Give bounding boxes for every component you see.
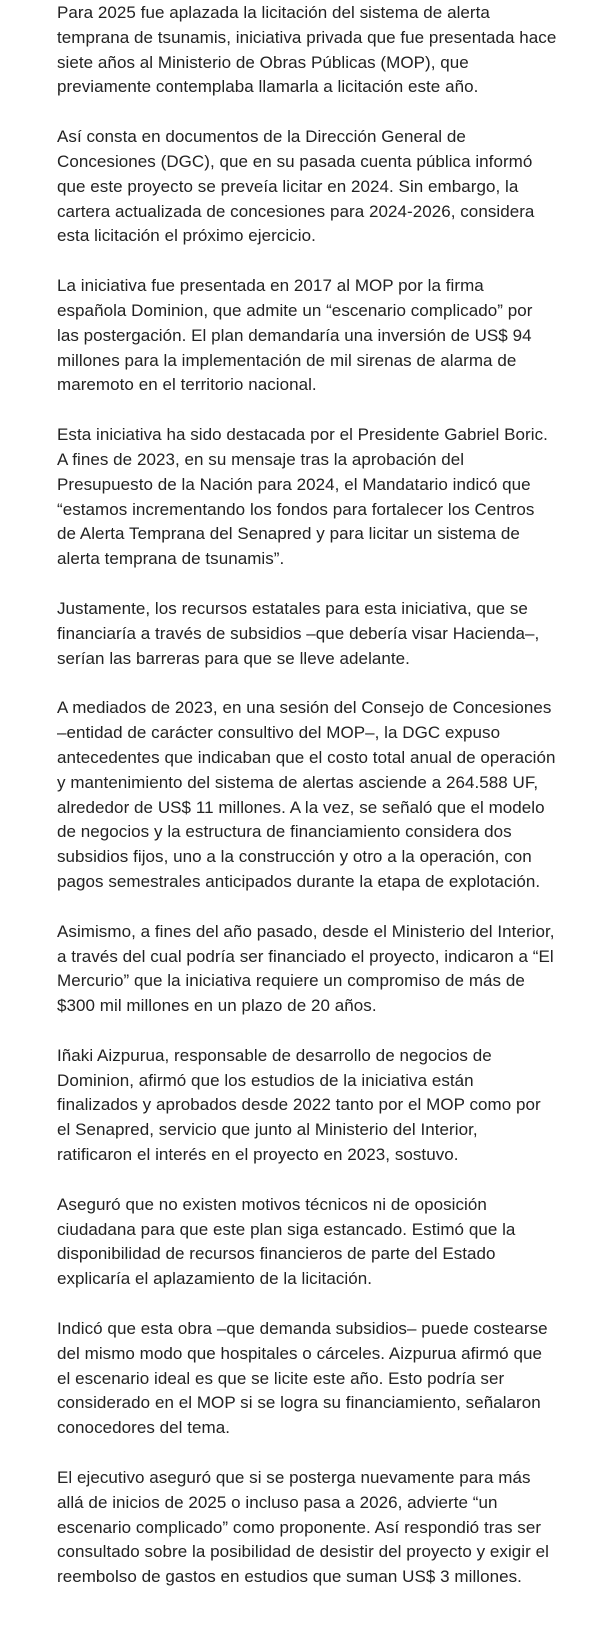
- article-paragraph: Para 2025 fue aplazada la licitación del sistema de alerta temprana de tsunamis, iniciativa privada que fue presentada hace siete años al Ministerio de Obras Públicas (MOP), que previamente contemplaba llamarla a licitación este año.: [57, 3, 557, 97]
- article-body: [57, 1, 557, 1615]
- article-paragraph: El ejecutivo aseguró que si se posterga nuevamente para más allá de inicios de 2025 o incluso pasa a 2026, advierte “un escenario complicado” como proponente. Así respondió tras ser consultado sobre la posibilidad de desistir del proyecto y exigir el reembolso de gastos en estudios que suman US$ 3 millones.: [57, 1468, 549, 1587]
- article-paragraph: Esta iniciativa ha sido destacada por el Presidente Gabriel Boric. A fines de 2023, en su mensaje tras la aprobación del Presupuesto de la Nación para 2024, el Mandatario indicó que “estamos incrementando los fondos para fortalecer los Centros de Alerta Temprana del Senapred y para licitar un sistema de alerta temprana de tsunamis”.: [57, 425, 548, 569]
- article-paragraph: A mediados de 2023, en una sesión del Consejo de Concesiones –entidad de carácter consultivo del MOP–, la DGC expuso antecedentes que indicaban que el costo total anual de operación y mantenimiento del sistema de alertas asciende a 264.588 UF, alrededor de US$ 11 millones. A la vez, se señaló que el modelo de negocios y la estructura de financiamiento considera dos subsidios fijos, uno a la construcción y otro a la operación, con pagos semestrales anticipados durante la etapa de explotación.: [57, 698, 556, 891]
- article-paragraph: Iñaki Aizpurua, responsable de desarrollo de negocios de Dominion, afirmó que los estudios de la iniciativa están finalizados y aprobados desde 2022 tanto por el MOP como por el Senapred, servicio que junto al Ministerio del Interior, ratificaron el interés en el proyecto en 2023, sostuvo.: [57, 1045, 541, 1165]
- article-paragraph: Justamente, los recursos estatales para esta iniciativa, que se financiaría a través de subsidios –que debería visar Hacienda–, serían las barreras para que se lleve adelante.: [57, 598, 540, 668]
- article-paragraph: Aseguró que no existen motivos técnicos ni de oposición ciudadana para que este plan siga estancado. Estimó que la disponibilidad de recursos financieros de parte del Estado explicaría el aplazamiento de la licitación.: [57, 1194, 516, 1289]
- article-paragraph: Así consta en documentos de la Dirección General de Concesiones (DGC), que en su pasada cuenta pública informó que este proyecto se preveía licitar en 2024. Sin embargo, la cartera actualizada de concesiones para 2024-2026, considera esta licitación el próximo ejercicio.: [57, 127, 535, 246]
- article-paragraph: Asimismo, a fines del año pasado, desde el Ministerio del Interior, a través del cual podría ser financiado el proyecto, indicaron a “El Mercurio” que la iniciativa requiere un compromiso de más de $300 mil millones en un plazo de 20 años.: [57, 921, 555, 1016]
- article-paragraph: Indicó que esta obra –que demanda subsidios– puede costearse del mismo modo que hospitales o cárceles. Aizpurua afirmó que el escenario ideal es que se licite este año. Esto podría ser considerado en el MOP si se logra su financiamiento, señalaron conocedores del tema.: [57, 1319, 548, 1438]
- article-paragraph: La iniciativa fue presentada en 2017 al MOP por la firma española Dominion, que admite un “escenario complicado” por las postergación. El plan demandaría una inversión de US$ 94 millones para la implementación de mil sirenas de alarma de maremoto en el territorio nacional.: [57, 276, 533, 395]
